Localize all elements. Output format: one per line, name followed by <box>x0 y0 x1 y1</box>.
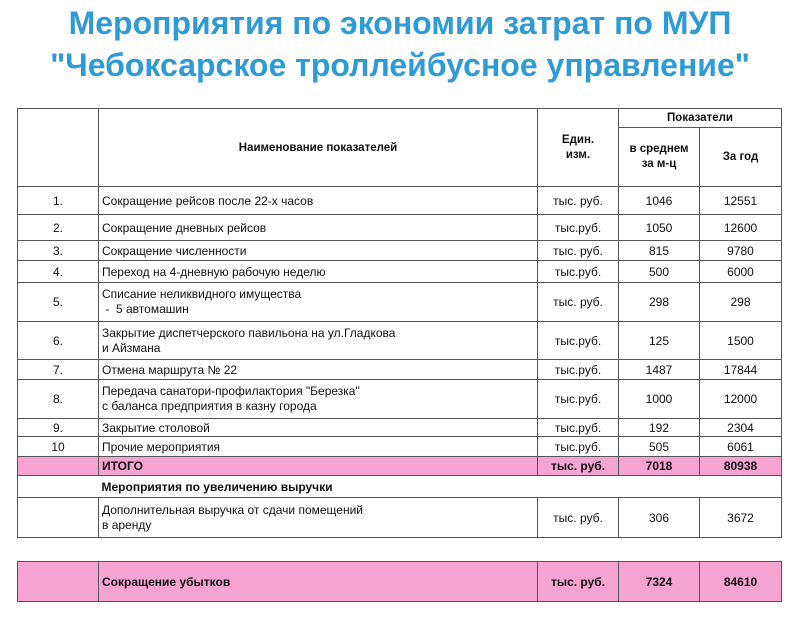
loss-reduction-unit: тыс. руб. <box>538 562 619 602</box>
row-unit: тыс. руб. <box>538 241 619 261</box>
row-avg: 500 <box>619 261 700 283</box>
row-unit: тыс.руб. <box>538 380 619 419</box>
header-name: Наименование показателей <box>99 109 538 187</box>
row-avg: 815 <box>619 241 700 261</box>
row-avg: 298 <box>619 283 700 322</box>
row-num: 7. <box>18 360 99 380</box>
table-row <box>18 419 782 437</box>
table-row <box>18 215 782 241</box>
row-unit: тыс.руб. <box>538 261 619 283</box>
row-year: 12551 <box>700 187 782 215</box>
revenue-name: Дополнительная выручка от сдачи помещений в аренду <box>99 498 538 538</box>
row-num: 3. <box>18 241 99 261</box>
total-year: 80938 <box>700 457 782 476</box>
row-avg: 1050 <box>619 215 700 241</box>
table-row <box>18 380 782 419</box>
header-unit: Един. изм. <box>538 109 619 187</box>
row-name: Передача санатори-профилактория "Березка" с баланса предприятия в казну города <box>99 380 538 419</box>
total-unit: тыс. руб. <box>538 457 619 476</box>
loss-reduction-label: Сокращение убытков <box>99 562 538 602</box>
row-num: 6. <box>18 322 99 360</box>
row-unit: тыс.руб. <box>538 215 619 241</box>
row-avg: 192 <box>619 419 700 437</box>
revenue-section-row <box>18 476 782 498</box>
row-unit: тыс.руб. <box>538 360 619 380</box>
row-avg: 1046 <box>619 187 700 215</box>
revenue-year: 3672 <box>700 498 782 538</box>
row-name: Прочие мероприятия <box>99 437 538 457</box>
row-unit: тыс. руб. <box>538 187 619 215</box>
row-year: 298 <box>700 283 782 322</box>
row-name: Переход на 4-дневную рабочую неделю <box>99 261 538 283</box>
table-row <box>18 322 782 360</box>
row-name: Закрытие диспетчерского павильона на ул.Гладкова и Айзмана <box>99 322 538 360</box>
row-num: 4. <box>18 261 99 283</box>
row-unit: тыс.руб. <box>538 437 619 457</box>
row-name: Отмена маршрута № 22 <box>99 360 538 380</box>
row-year: 1500 <box>700 322 782 360</box>
page-title-line1: Мероприятия по экономии затрат по МУП <box>68 5 732 41</box>
row-avg: 125 <box>619 322 700 360</box>
loss-reduction-table <box>17 561 782 602</box>
header-indicators: Показатели <box>619 109 782 128</box>
loss-reduction-avg: 7324 <box>619 562 700 602</box>
row-year: 9780 <box>700 241 782 261</box>
revenue-section-title: Мероприятия по увеличению выручки <box>99 476 782 498</box>
row-num: 9. <box>18 419 99 437</box>
row-name: Сокращение численности <box>99 241 538 261</box>
total-label: ИТОГО <box>99 457 538 476</box>
row-num: 1. <box>18 187 99 215</box>
row-year: 6000 <box>700 261 782 283</box>
row-name: Закрытие столовой <box>99 419 538 437</box>
revenue-unit: тыс. руб. <box>538 498 619 538</box>
row-num: 10 <box>18 437 99 457</box>
table-row <box>18 261 782 283</box>
header-year: За год <box>700 128 782 187</box>
row-unit: тыс.руб. <box>538 322 619 360</box>
row-name: Сокращение дневных рейсов <box>99 215 538 241</box>
revenue-num-cell <box>18 498 99 538</box>
row-year: 17844 <box>700 360 782 380</box>
row-year: 12600 <box>700 215 782 241</box>
total-avg: 7018 <box>619 457 700 476</box>
row-num: 2. <box>18 215 99 241</box>
row-year: 6061 <box>700 437 782 457</box>
page-title-line2: "Чебоксарское троллейбусное управление" <box>50 47 750 83</box>
row-unit: тыс. руб. <box>538 283 619 322</box>
row-num: 5. <box>18 283 99 322</box>
section-num-cell <box>18 476 99 498</box>
row-num: 8. <box>18 380 99 419</box>
row-year: 12000 <box>700 380 782 419</box>
savings-table <box>17 108 782 538</box>
row-year: 2304 <box>700 419 782 437</box>
total-row <box>18 457 782 476</box>
header-avg-month: в среднем за м-ц <box>619 128 700 187</box>
loss-num-cell <box>18 562 99 602</box>
header-num-cell <box>18 109 99 187</box>
total-num-cell <box>18 457 99 476</box>
row-name: Списание неликвидного имущества - 5 автомашин <box>99 283 538 322</box>
row-avg: 1000 <box>619 380 700 419</box>
revenue-row <box>18 498 782 538</box>
row-avg: 1487 <box>619 360 700 380</box>
row-name: Сокращение рейсов после 22-х часов <box>99 187 538 215</box>
table-row <box>18 241 782 261</box>
table-row <box>18 437 782 457</box>
loss-reduction-row <box>18 562 782 602</box>
loss-reduction-year: 84610 <box>700 562 782 602</box>
row-avg: 505 <box>619 437 700 457</box>
table-row <box>18 360 782 380</box>
revenue-avg: 306 <box>619 498 700 538</box>
table-row <box>18 283 782 322</box>
table-row <box>18 187 782 215</box>
row-unit: тыс.руб. <box>538 419 619 437</box>
